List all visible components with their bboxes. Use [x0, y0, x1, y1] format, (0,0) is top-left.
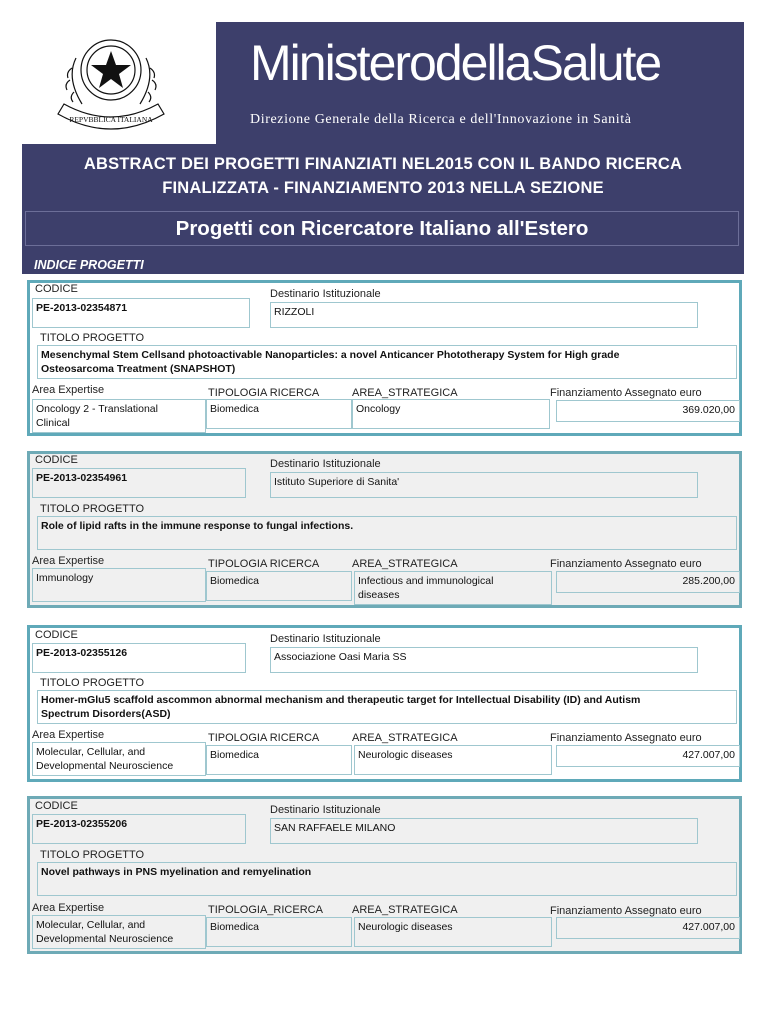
- titolo-value: [37, 516, 737, 550]
- strategica-label: AREA_STRATEGICA: [352, 732, 458, 744]
- destinatario-value: RIZZOLI: [270, 302, 698, 328]
- area-expertise-label: Area Expertise: [32, 555, 105, 567]
- codice-label: CODICE: [35, 629, 78, 641]
- area-expertise-label: Area Expertise: [32, 384, 105, 396]
- destinatario-label: Destinario Istituzionale: [270, 633, 381, 645]
- titolo-value: [37, 345, 737, 379]
- codice-value: PE-2013-02355206: [32, 814, 246, 844]
- project-card: [27, 451, 742, 608]
- area-line1: Molecular, Cellular, and: [36, 919, 146, 931]
- finanziamento-value: 285.200,00: [556, 571, 740, 593]
- area-expertise-value: [32, 915, 206, 949]
- banner-heading: [22, 152, 744, 200]
- finanziamento-value: 427.007,00: [556, 917, 740, 939]
- tipologia-value: Biomedica: [206, 917, 352, 947]
- finanziamento-label: Finanziamento Assegnato euro: [550, 387, 702, 399]
- strategica-label: AREA_STRATEGICA: [352, 558, 458, 570]
- codice-label: CODICE: [35, 800, 78, 812]
- strategica-value: [354, 917, 552, 947]
- titolo-line1: Homer-mGlu5 scaffold ascommon abnormal mechanism and therapeutic target for Intellectual Disability (ID) and Autism: [41, 694, 641, 706]
- finanziamento-label: Finanziamento Assegnato euro: [550, 558, 702, 570]
- titolo-value: [37, 862, 737, 896]
- titolo-label: TITOLO PROGETTO: [40, 503, 145, 515]
- titolo-line1: Mesenchymal Stem Cellsand photoactivable Nanoparticles: a novel Anticancer Phototherapy System for High grade: [41, 349, 620, 361]
- titolo-label: TITOLO PROGETTO: [40, 677, 145, 689]
- destinatario-value: Associazione Oasi Maria SS: [270, 647, 698, 673]
- area-expertise-value: [32, 568, 206, 602]
- banner-heading-line1: ABSTRACT DEI PROGETTI FINANZIATI NEL2015 CON IL BANDO RICERCA: [83, 155, 683, 173]
- finanziamento-label: Finanziamento Assegnato euro: [550, 905, 702, 917]
- strategica-label: AREA_STRATEGICA: [352, 387, 458, 399]
- strategica-value: [354, 571, 552, 605]
- titolo-line1: Role of lipid rafts in the immune response to fungal infections.: [41, 520, 354, 532]
- area-line1: Oncology 2 - Translational: [36, 403, 158, 415]
- area-line2: Developmental Neuroscience: [36, 933, 174, 945]
- emblem-ribbon-text: REPVBBLICA ITALIANA: [69, 115, 153, 124]
- titolo-value: [37, 690, 737, 724]
- strategica-value: [352, 399, 550, 429]
- project-card: [27, 625, 742, 782]
- strategica-line1: Neurologic diseases: [358, 749, 453, 761]
- destinatario-value: Istituto Superiore di Sanita': [270, 472, 698, 498]
- tipologia-label: TIPOLOGIA RICERCA: [208, 387, 320, 399]
- ministry-subtitle: Direzione Generale della Ricerca e dell'Innovazione in Sanità: [250, 112, 632, 127]
- destinatario-label: Destinario Istituzionale: [270, 458, 381, 470]
- area-line2: Developmental Neuroscience: [36, 760, 174, 772]
- index-label: INDICE PROGETTI: [34, 258, 144, 272]
- codice-label: CODICE: [35, 283, 78, 295]
- titolo-line2: Spectrum Disorders(ASD): [41, 708, 171, 720]
- banner-subheading: Progetti con Ricercatore Italiano all'Estero: [25, 211, 739, 246]
- tipologia-label: TIPOLOGIA_RICERCA: [208, 904, 323, 916]
- strategica-line1: Neurologic diseases: [358, 921, 453, 933]
- project-card: [27, 280, 742, 436]
- finanziamento-label: Finanziamento Assegnato euro: [550, 732, 702, 744]
- repubblica-italiana-emblem: [46, 18, 176, 136]
- codice-label: CODICE: [35, 454, 78, 466]
- area-line1: Molecular, Cellular, and: [36, 746, 146, 758]
- titolo-line1: Novel pathways in PNS myelination and remyelination: [41, 866, 312, 878]
- project-card: [27, 796, 742, 954]
- titolo-label: TITOLO PROGETTO: [40, 332, 145, 344]
- titolo-line2: Osteosarcoma Treatment (SNAPSHOT): [41, 363, 236, 375]
- tipologia-value: Biomedica: [206, 745, 352, 775]
- finanziamento-value: 427.007,00: [556, 745, 740, 767]
- strategica-line1: Oncology: [356, 403, 401, 415]
- area-expertise-label: Area Expertise: [32, 902, 105, 914]
- ministry-title: MinisterodellaSalute: [250, 35, 661, 91]
- destinatario-value: SAN RAFFAELE MILANO: [270, 818, 698, 844]
- strategica-value: [354, 745, 552, 775]
- area-expertise-label: Area Expertise: [32, 729, 105, 741]
- finanziamento-value: 369.020,00: [556, 400, 740, 422]
- banner-heading-line2: FINALIZZATA - FINANZIAMENTO 2013 NELLA SEZIONE: [162, 179, 604, 197]
- destinatario-label: Destinario Istituzionale: [270, 288, 381, 300]
- strategica-line2: diseases: [358, 589, 400, 601]
- strategica-line1: Infectious and immunological: [358, 575, 494, 587]
- strategica-label: AREA_STRATEGICA: [352, 904, 458, 916]
- codice-value: PE-2013-02355126: [32, 643, 246, 673]
- area-expertise-value: [32, 399, 206, 433]
- destinatario-label: Destinario Istituzionale: [270, 804, 381, 816]
- tipologia-label: TIPOLOGIA RICERCA: [208, 732, 320, 744]
- codice-value: PE-2013-02354961: [32, 468, 246, 498]
- codice-value: PE-2013-02354871: [32, 298, 250, 328]
- titolo-label: TITOLO PROGETTO: [40, 849, 145, 861]
- tipologia-value: Biomedica: [206, 399, 352, 429]
- tipologia-label: TIPOLOGIA RICERCA: [208, 558, 320, 570]
- tipologia-value: Biomedica: [206, 571, 352, 601]
- area-expertise-value: [32, 742, 206, 776]
- area-line2: Clinical: [36, 417, 70, 429]
- area-line1: Immunology: [36, 572, 94, 584]
